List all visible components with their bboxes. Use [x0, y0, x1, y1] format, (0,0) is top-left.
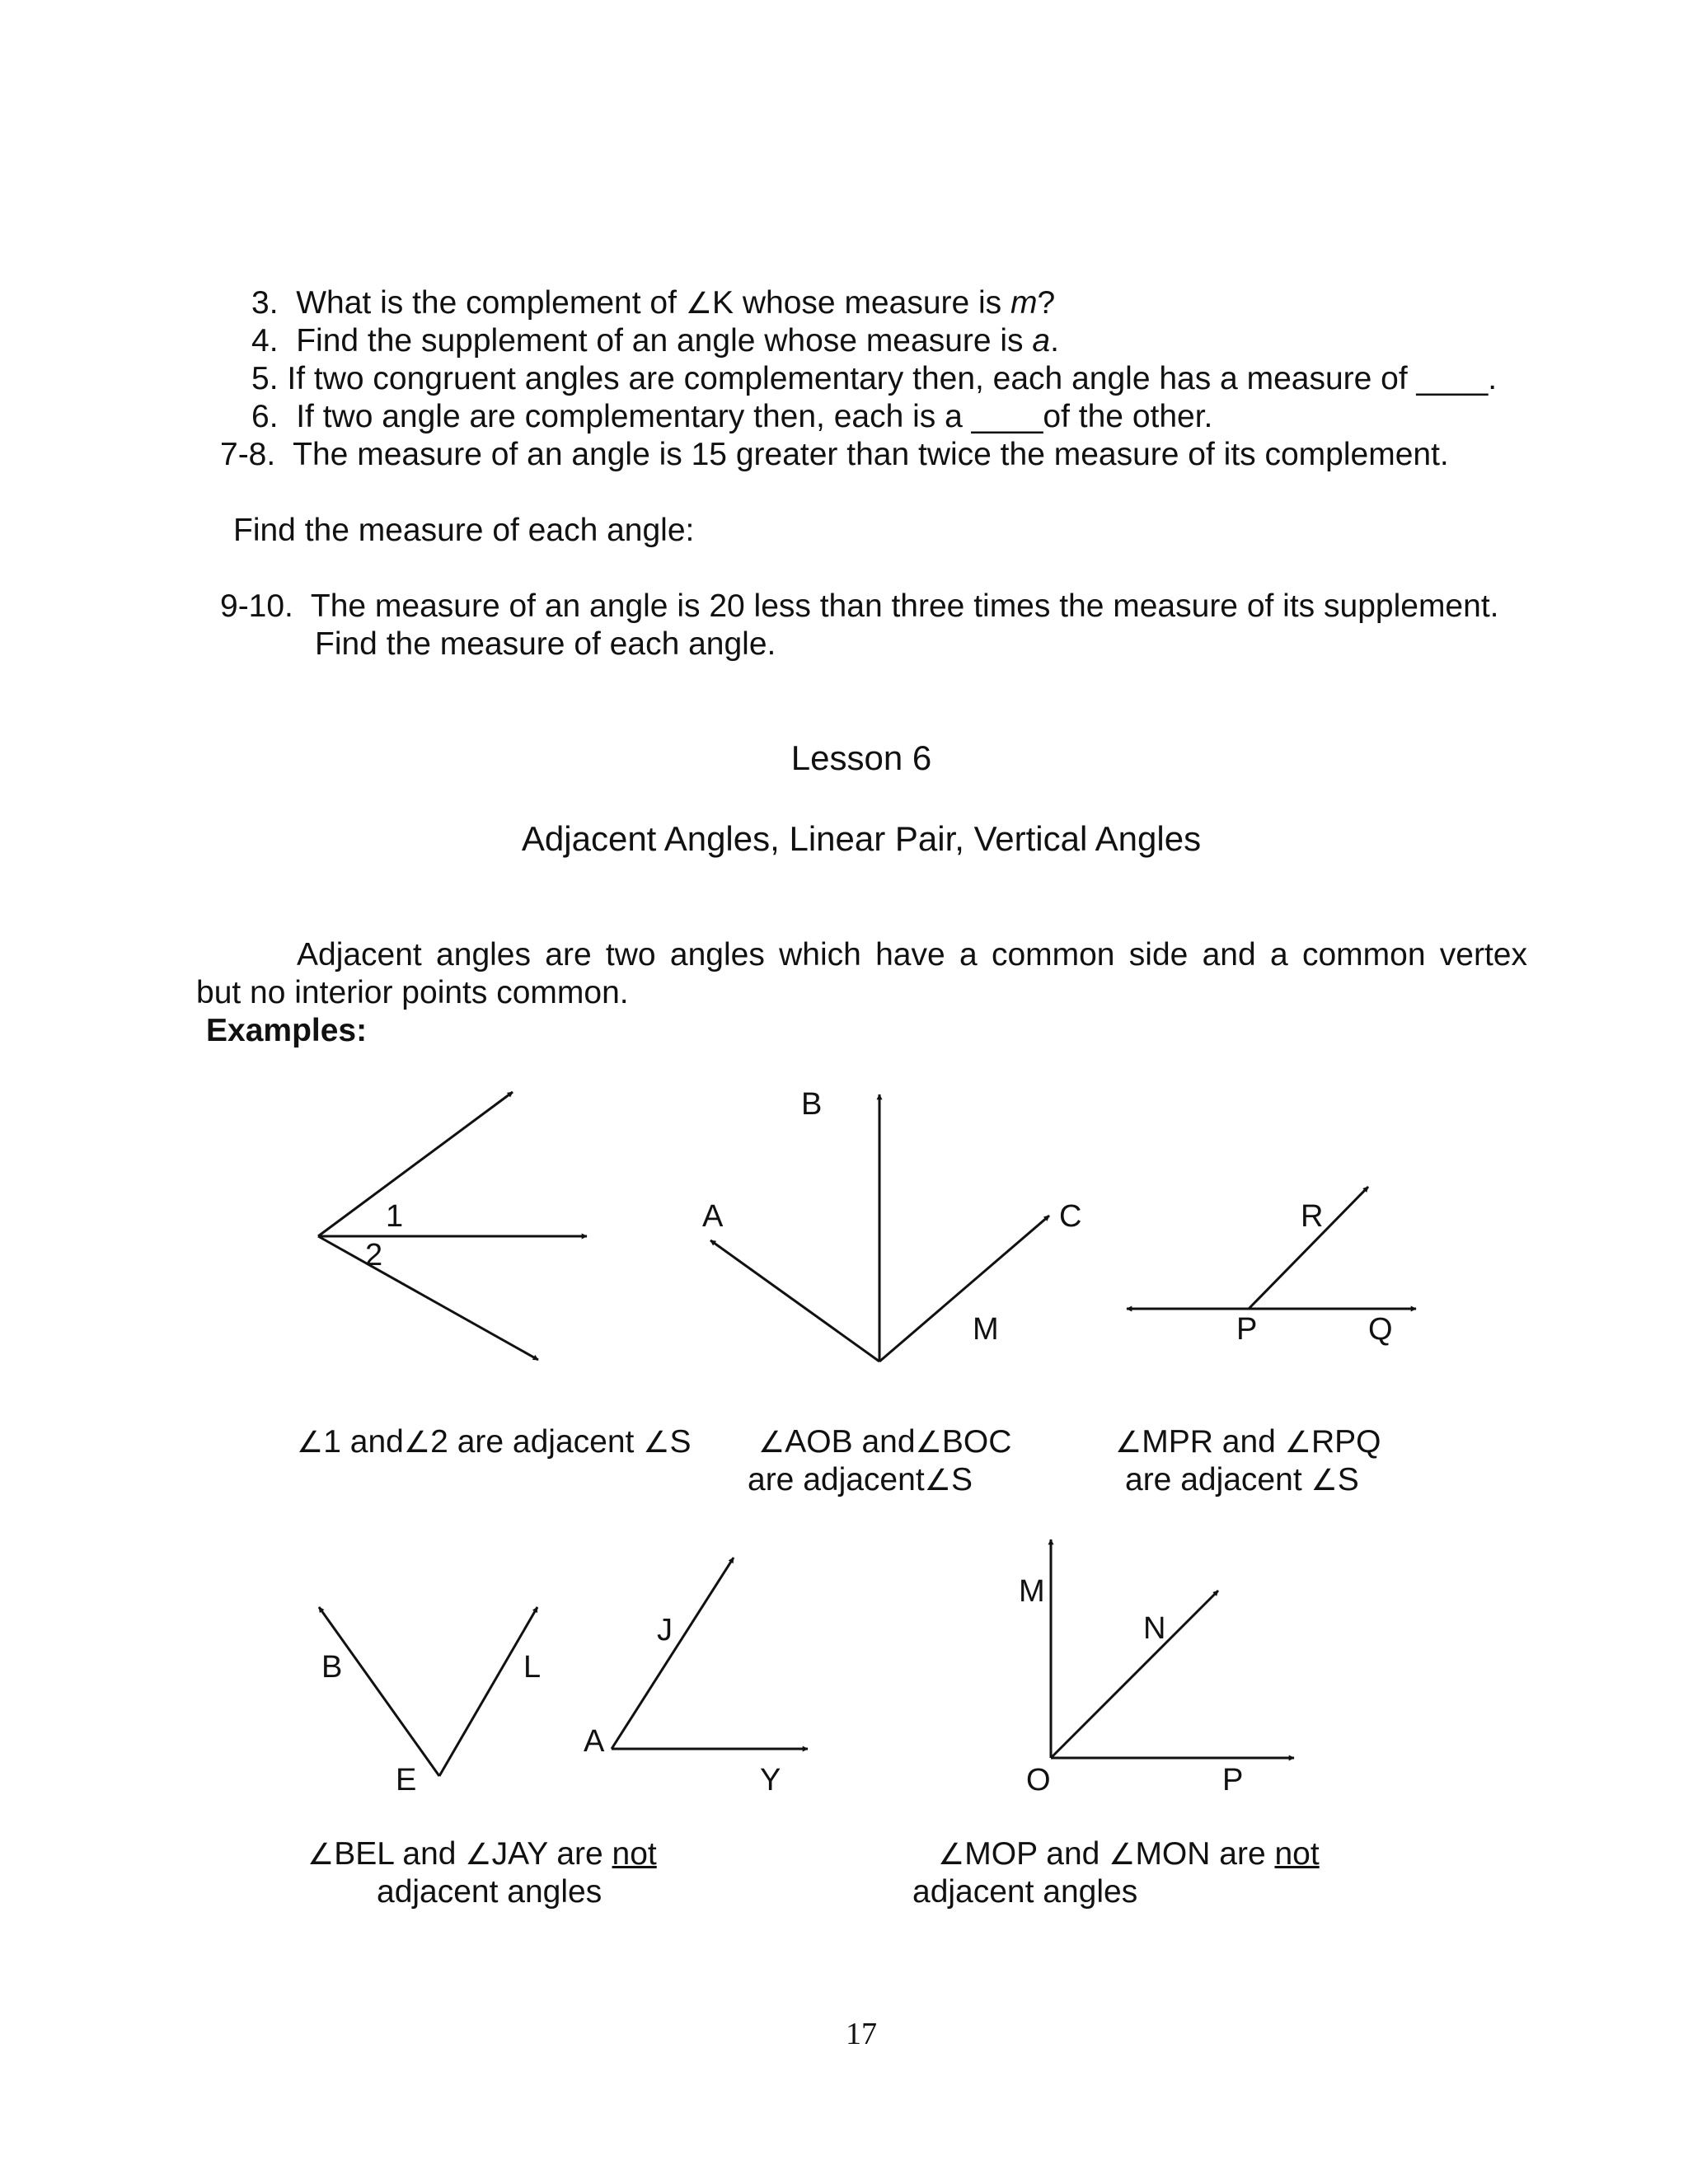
angle-symbol: ∠: [307, 1837, 335, 1871]
label-b: B: [801, 1087, 823, 1122]
angle-symbol: ∠: [1311, 1463, 1338, 1497]
angle-symbol: ∠: [1109, 1837, 1136, 1871]
label-e: E: [396, 1763, 417, 1797]
figure-angle-bel: [319, 1607, 541, 1797]
question-text: ?: [1037, 285, 1056, 321]
question-number: 9-10.: [220, 588, 293, 624]
ray-oc: [879, 1216, 1049, 1361]
caption-text: S: [1337, 1462, 1359, 1497]
question-text: K whose measure is: [712, 285, 1011, 321]
definition-line-1: Adjacent angles are two angles which have a common side and a common vertex: [297, 937, 1527, 972]
ray: [318, 1092, 513, 1236]
question-text: The measure of an angle is 20 less than three times the measure of its supplement.: [310, 588, 1499, 624]
caption-text: 1 and: [323, 1424, 404, 1460]
definition-line-2: but no interior points common.: [196, 975, 629, 1010]
label-p: P: [1236, 1312, 1258, 1347]
angle-symbol: ∠: [403, 1425, 431, 1459]
label-q: Q: [1368, 1312, 1393, 1347]
label-m: M: [1019, 1574, 1045, 1609]
figure-angles-aob-boc: [702, 1087, 1081, 1361]
find-each-instruction: Find the measure of each angle:: [233, 513, 695, 548]
label-p: P: [1222, 1763, 1244, 1797]
caption-angles-aob-boc: [758, 1423, 1011, 1461]
ray-oa: [710, 1240, 879, 1361]
question-text: The measure of an angle is 15 greater than twice the measure of its complement.: [293, 437, 1449, 472]
angle-symbol: ∠: [685, 286, 713, 320]
label-c: C: [1059, 1199, 1082, 1234]
caption-text: JAY are: [491, 1836, 612, 1872]
angle-symbol: ∠: [1115, 1425, 1142, 1459]
caption-text: BEL and: [334, 1836, 466, 1872]
caption-text: BOC: [941, 1424, 1012, 1460]
label-j: J: [657, 1613, 673, 1647]
label-o: O: [1026, 1763, 1051, 1797]
figure-angles-1-2: [318, 1092, 587, 1360]
question-number: 7-8.: [220, 437, 276, 472]
label-a: A: [584, 1724, 605, 1759]
question-text: Find the supplement of an angle whose measure is: [296, 323, 1033, 359]
ray-aj: [612, 1558, 734, 1749]
angle-symbol: ∠: [915, 1425, 942, 1459]
question-number: 5.: [251, 361, 279, 396]
caption-text: S: [950, 1462, 973, 1497]
ray-on: [1051, 1591, 1218, 1758]
caption-text: MOP and: [964, 1836, 1109, 1872]
caption-angles-mpr-rpq-line2: [1125, 1461, 1359, 1499]
lesson-subtitle: Adjacent Angles, Linear Pair, Vertical Angles: [521, 819, 1202, 858]
lesson-title: Lesson 6: [790, 738, 932, 777]
caption-text: are adjacent: [748, 1462, 925, 1497]
variable: a: [1032, 323, 1051, 359]
figure-angles-mop-mon: [1019, 1540, 1294, 1797]
page-number: 17: [846, 2017, 877, 2051]
question-text: If two congruent angles are complementary then, each angle has a measure of ____.: [287, 361, 1498, 396]
variable: m: [1010, 285, 1038, 321]
angle-symbol: ∠: [924, 1463, 951, 1497]
emphasis-not: not: [612, 1836, 657, 1872]
question-text: .: [1050, 323, 1059, 359]
label-l: L: [523, 1650, 542, 1685]
angle-symbol: ∠: [643, 1425, 670, 1459]
figure-angle-jay: [584, 1558, 808, 1797]
caption-text: are adjacent: [1125, 1462, 1311, 1497]
question-number: 4.: [251, 323, 279, 359]
caption-mop-mon: [938, 1835, 1320, 1873]
question-number: 6.: [251, 399, 279, 434]
caption-angles-1-2: [297, 1423, 691, 1461]
label-r: R: [1301, 1199, 1324, 1234]
question-9-10-line2: Find the measure of each angle.: [315, 626, 776, 662]
caption-text: MON are: [1135, 1836, 1275, 1872]
caption-angles-aob-boc-line2: [748, 1461, 973, 1499]
caption-bel-jay-line2: adjacent angles: [377, 1874, 603, 1910]
label-n: N: [1143, 1611, 1166, 1646]
label-a: A: [702, 1199, 724, 1234]
angle-symbol: ∠: [297, 1425, 324, 1459]
angle-symbol: ∠: [938, 1837, 965, 1871]
examples-heading: Examples:: [206, 1013, 368, 1048]
label-m: M: [973, 1312, 999, 1347]
figure-angles-mpr-rpq: [1127, 1187, 1416, 1347]
caption-text: RPQ: [1311, 1424, 1381, 1460]
angle-symbol: ∠: [1284, 1425, 1311, 1459]
ray: [318, 1236, 538, 1360]
caption-text: MPR and: [1142, 1424, 1285, 1460]
question-number: 3.: [251, 285, 279, 321]
caption-text: AOB and: [785, 1424, 916, 1460]
ray-eb: [319, 1607, 439, 1776]
question-text: If two angle are complementary then, each is a ____of the other.: [296, 399, 1213, 434]
caption-bel-jay: [307, 1835, 657, 1873]
ray-el: [439, 1607, 537, 1776]
label-b: B: [321, 1650, 343, 1685]
caption-text: S: [669, 1424, 692, 1460]
angle-symbol: ∠: [465, 1837, 492, 1871]
caption-text: 2 are adjacent: [430, 1424, 644, 1460]
label-2: 2: [365, 1238, 383, 1272]
emphasis-not: not: [1274, 1836, 1320, 1872]
label-y: Y: [760, 1763, 781, 1797]
caption-mop-mon-line2: adjacent angles: [912, 1874, 1138, 1910]
angle-symbol: ∠: [758, 1425, 785, 1459]
label-1: 1: [386, 1199, 404, 1234]
caption-angles-mpr-rpq: [1115, 1423, 1381, 1461]
question-text: What is the complement of: [296, 285, 686, 321]
